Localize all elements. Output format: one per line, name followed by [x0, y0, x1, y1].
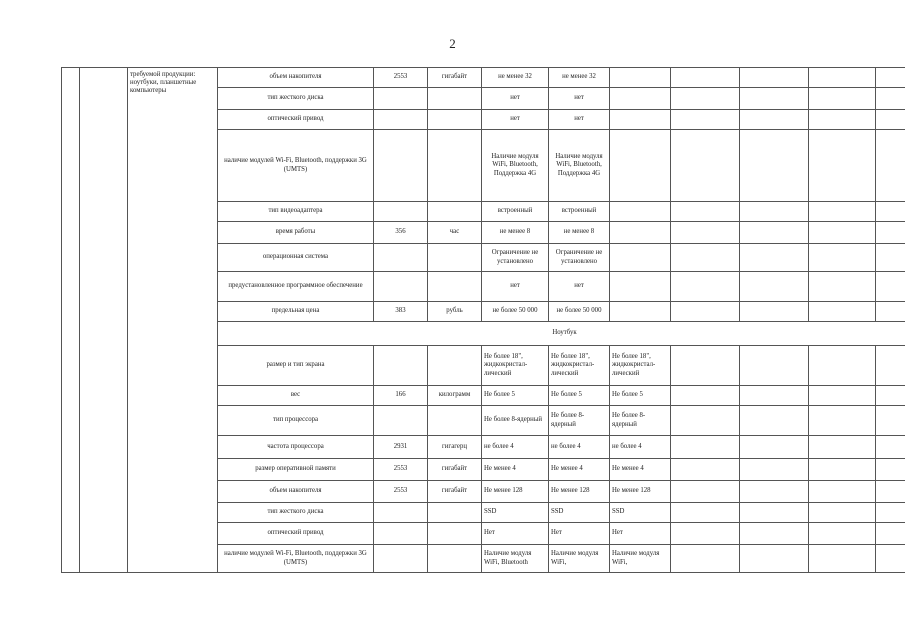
unit: гигабайт [428, 481, 482, 503]
param-name: вес [218, 386, 374, 406]
okei-code: 2553 [374, 459, 428, 481]
value: нет [549, 272, 610, 302]
value: встроенный [549, 202, 610, 222]
param-name: размер и тип экрана [218, 346, 374, 386]
unit: гигагерц [428, 436, 482, 459]
unit [428, 545, 482, 573]
param-name: тип жесткого диска [218, 88, 374, 110]
okei-code: 383 [374, 302, 428, 322]
param-name: тип процессора [218, 406, 374, 436]
value: не менее 8 [549, 222, 610, 244]
param-name: объем накопителя [218, 68, 374, 88]
unit [428, 110, 482, 130]
param-name: предельная цена [218, 302, 374, 322]
value: Не более 8-ядерный [549, 406, 610, 436]
value: не более 50 000 [549, 302, 610, 322]
param-name: оптический привод [218, 110, 374, 130]
okei-code [374, 545, 428, 573]
okei-code [374, 503, 428, 523]
value: Нет [610, 523, 671, 545]
value: не менее 32 [549, 68, 610, 88]
value: нет [482, 110, 549, 130]
value: Наличие модуля WiFi, Bluetooth, Поддержка 4G [482, 130, 549, 202]
okei-code: 2931 [374, 436, 428, 459]
param-name: частота процессора [218, 436, 374, 459]
param-name: время работы [218, 222, 374, 244]
value: Не более 18", жидкокристал-лический [610, 346, 671, 386]
value: Не менее 128 [549, 481, 610, 503]
okei-code: 356 [374, 222, 428, 244]
value: Не более 5 [482, 386, 549, 406]
blank-cell [80, 68, 128, 573]
value: Наличие модуля WiFi, Bluetooth, Поддержка 4G [549, 130, 610, 202]
unit [428, 272, 482, 302]
unit [428, 406, 482, 436]
param-name: операционная система [218, 244, 374, 272]
param-name: объем накопителя [218, 481, 374, 503]
value: Не менее 128 [482, 481, 549, 503]
value: Не менее 4 [610, 459, 671, 481]
value: Ограничение не установлено [482, 244, 549, 272]
okei-code [374, 110, 428, 130]
specification-table [61, 67, 905, 573]
okei-code: 2553 [374, 68, 428, 88]
value: не менее 8 [482, 222, 549, 244]
value: Нет [482, 523, 549, 545]
value: Наличие модуля WiFi, [549, 545, 610, 573]
value: Не более 18", жидкокристал-лический [549, 346, 610, 386]
value: не более 4 [549, 436, 610, 459]
okei-code [374, 130, 428, 202]
unit [428, 88, 482, 110]
value: нет [549, 88, 610, 110]
value: Не менее 4 [549, 459, 610, 481]
okei-code [374, 272, 428, 302]
param-name: тип жесткого диска [218, 503, 374, 523]
okei-code [374, 88, 428, 110]
value: Не более 5 [549, 386, 610, 406]
value: SSD [549, 503, 610, 523]
section-heading-notebook: Ноутбук [218, 322, 905, 346]
param-name: размер оперативной памяти [218, 459, 374, 481]
okei-code: 166 [374, 386, 428, 406]
value: нет [482, 272, 549, 302]
unit [428, 130, 482, 202]
value: Не более 8-ядерный [482, 406, 549, 436]
value: Не менее 128 [610, 481, 671, 503]
value: Не менее 4 [482, 459, 549, 481]
value: нет [482, 88, 549, 110]
value: не более 50 000 [482, 302, 549, 322]
okei-code [374, 202, 428, 222]
unit [428, 244, 482, 272]
unit: гигабайт [428, 68, 482, 88]
okei-code [374, 346, 428, 386]
value: SSD [610, 503, 671, 523]
unit [428, 523, 482, 545]
unit: рубль [428, 302, 482, 322]
page-number: 2 [449, 36, 456, 51]
value: встроенный [482, 202, 549, 222]
unit [428, 503, 482, 523]
category-cell: требуемой продукции: ноутбуки, планшетные компьютеры [128, 68, 218, 573]
value: Нет [549, 523, 610, 545]
okei-code: 2553 [374, 481, 428, 503]
okei-code [374, 406, 428, 436]
unit: час [428, 222, 482, 244]
value: Не более 5 [610, 386, 671, 406]
value: нет [549, 110, 610, 130]
value: Не более 18", жидкокристал-лический [482, 346, 549, 386]
param-name: наличие модулей Wi-Fi, Bluetooth, поддержки 3G (UMTS) [218, 130, 374, 202]
value: не более 4 [482, 436, 549, 459]
param-name: тип видеоадаптера [218, 202, 374, 222]
unit [428, 202, 482, 222]
value: не менее 32 [482, 68, 549, 88]
param-name: оптический привод [218, 523, 374, 545]
okei-code [374, 523, 428, 545]
param-name: наличие модулей Wi-Fi, Bluetooth, поддержки 3G (UMTS) [218, 545, 374, 573]
value: Не более 8-ядерный [610, 406, 671, 436]
unit: килограмм [428, 386, 482, 406]
table-row [62, 68, 905, 88]
value: Наличие модуля WiFi, Bluetooth [482, 545, 549, 573]
param-name: предустановленное программное обеспечение [218, 272, 374, 302]
value: Ограничение не установлено [549, 244, 610, 272]
value: Наличие модуля WiFi, [610, 545, 671, 573]
okei-code [374, 244, 428, 272]
blank-cell [62, 68, 80, 573]
value: не более 4 [610, 436, 671, 459]
unit: гигабайт [428, 459, 482, 481]
unit [428, 346, 482, 386]
value: SSD [482, 503, 549, 523]
